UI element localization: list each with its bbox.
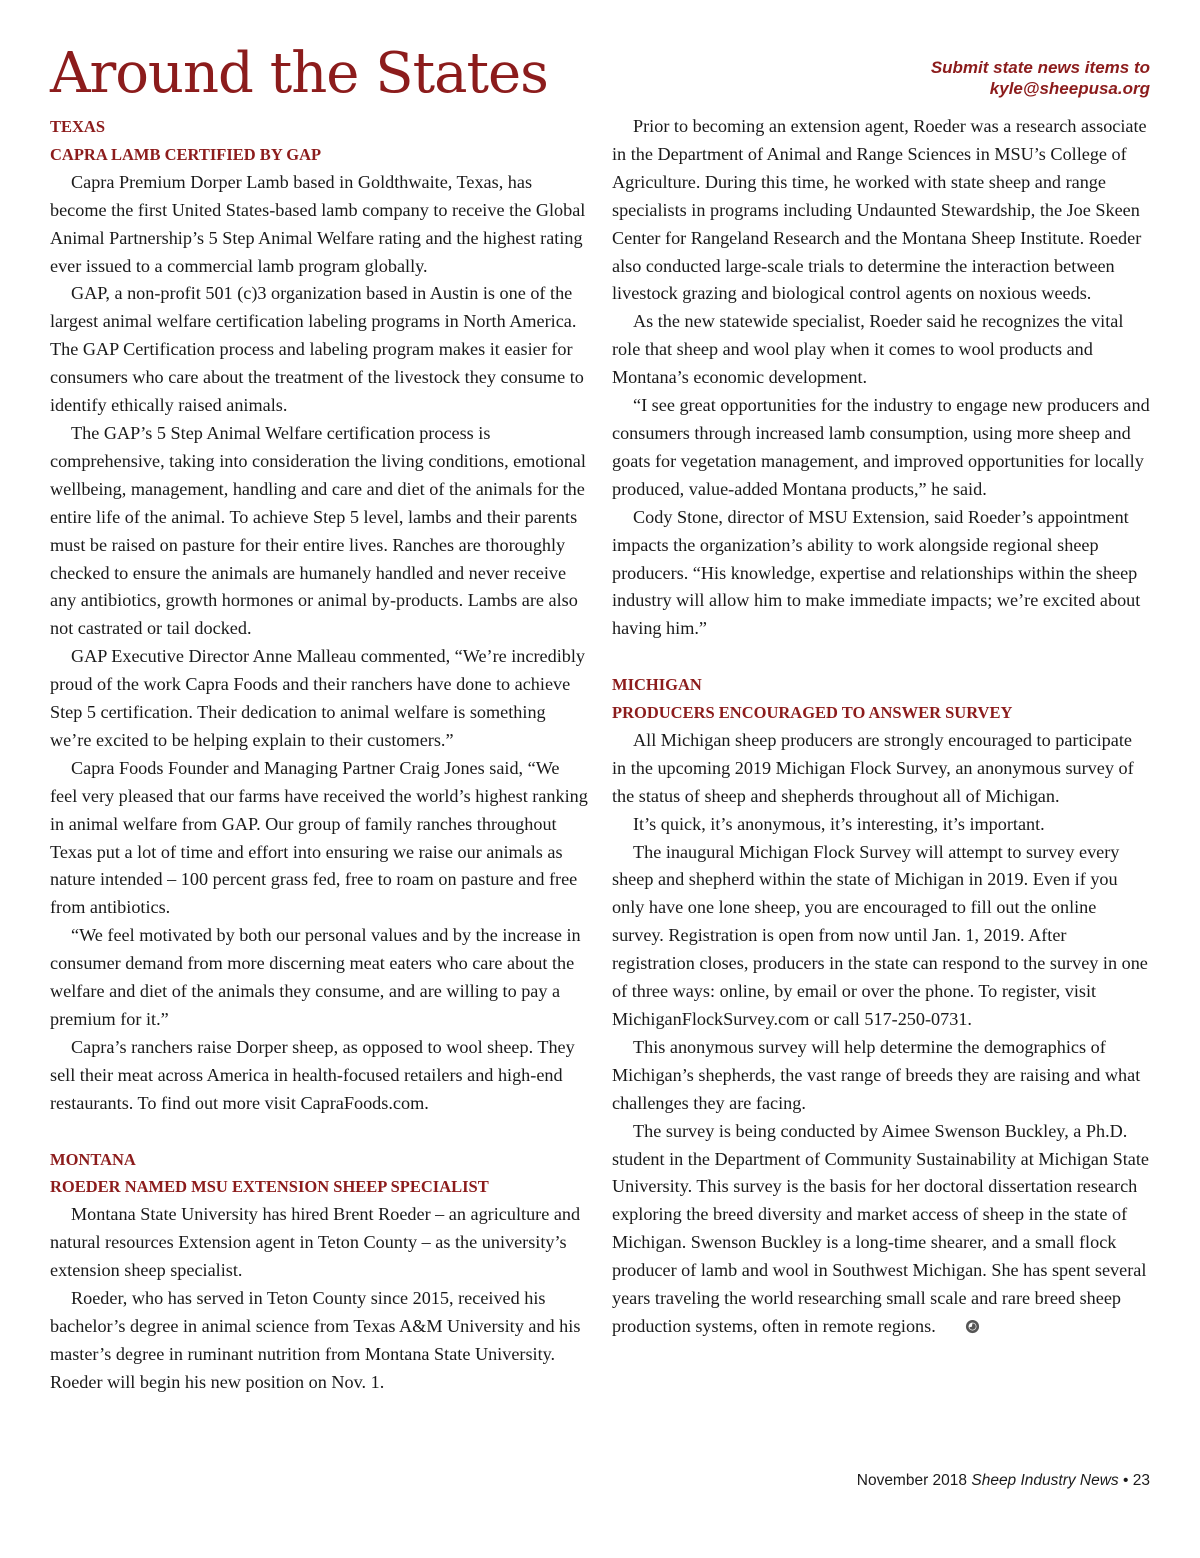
article-paragraph: “I see great opportunities for the industry to engage new producers and consumers through increased lamb consumption, using more sheep and goats for vegetation management, and improved opportunities for locally produced, value-added Montana products,” he said.	[612, 395, 1150, 499]
article-paragraph: This anonymous survey will help determine the demographics of Michigan’s shepherds, the vast range of breeds they are raising and what challenges they are facing.	[612, 1036, 1141, 1113]
article-paragraph: The inaugural Michigan Flock Survey will attempt to survey every sheep and shepherd within the state of Michigan in 2019. Even if you only have one lone sheep, you are encouraged to fill out the online survey. Registration is open from now until Jan. 1, 2019. After registration closes, producers in the state can respond to the survey in one of three ways: online, by email or over the phone. To register, visit MichiganFlockSurvey.com or call 517-250-0731.	[612, 841, 1148, 1029]
sheep-logo-icon	[944, 1315, 959, 1330]
article-paragraph: It’s quick, it’s anonymous, it’s interesting, it’s important.	[633, 813, 1045, 834]
article-text: The survey is being conducted by Aimee Swenson Buckley, a Ph.D. student in the Department of Community Sustainability at Michigan State University. This survey is the basis for her doctoral dissertation research exploring the breed diversity and market access of sheep in the state of Michigan. Swenson Buckley is a long-time shearer, and a small flock producer of lamb and wool in Southwest Michigan. She has spent several years traveling the world researching small scale and rare breed sheep production systems, often in remote regions.	[612, 1120, 1149, 1336]
page-footer	[857, 1471, 1150, 1491]
left-column	[50, 113, 588, 1397]
headline-montana: ROEDER NAMED MSU EXTENSION SHEEP SPECIALIST	[50, 1177, 489, 1197]
page-title: Around the States	[50, 41, 548, 106]
article-paragraph-final	[612, 1118, 1150, 1341]
footer-publication: Sheep Industry News	[971, 1472, 1119, 1489]
right-column	[612, 113, 1150, 1341]
submit-line: Submit state news items to	[930, 58, 1150, 77]
section-spacer	[612, 643, 1150, 671]
footer-date: November 2018	[856, 1472, 968, 1489]
section-state-michigan: MICHIGAN	[612, 675, 702, 695]
article-paragraph: Capra’s ranchers raise Dorper sheep, as opposed to wool sheep. They sell their meat across America in health-focused retailers and high-end restaurants. To find out more visit CapraFoods.com.	[50, 1036, 575, 1113]
section-state-montana: MONTANA	[50, 1149, 136, 1169]
article-paragraph: As the new statewide specialist, Roeder said he recognizes the vital role that sheep and wool play when it comes to wool products and Montana’s economic development.	[612, 311, 1124, 388]
footer-separator: •	[1123, 1472, 1129, 1489]
submit-email-link[interactable]: kyle@sheepusa.org	[989, 79, 1150, 98]
article-paragraph: “We feel motivated by both our personal values and by the increase in consumer demand from more discerning meat eaters who care about the welfare and diet of the animals they consume, and are willing to pay a premium for it.”	[50, 925, 581, 1029]
headline-texas: CAPRA LAMB CERTIFIED BY GAP	[50, 144, 322, 164]
article-paragraph: Cody Stone, director of MSU Extension, said Roeder’s appointment impacts the organization’s ability to work alongside regional sheep producers. “His knowledge, expertise and relationships within the sheep industry will allow him to make immediate impacts; we’re excited about having him.”	[612, 506, 1141, 639]
submit-notice	[931, 57, 1150, 99]
article-paragraph: Prior to becoming an extension agent, Roeder was a research associate in the Department of Animal and Range Sciences in MSU’s College of Agriculture. During this time, he worked with state sheep and range specialists in programs including Undaunted Stewardship, the Joe Skeen Center for Rangeland Research and the Montana Sheep Institute. Roeder also conducted large-scale trials to determine the interaction between livestock grazing and biological control agents on noxious weeds.	[612, 116, 1147, 304]
article-paragraph: Montana State University has hired Brent Roeder – an agriculture and natural resources Extension agent in Teton County – as the university’s extension sheep specialist.	[50, 1204, 581, 1281]
page-number: 23	[1132, 1472, 1150, 1489]
headline-michigan: PRODUCERS ENCOURAGED TO ANSWER SURVEY	[612, 703, 1013, 723]
article-paragraph: Capra Foods Founder and Managing Partner Craig Jones said, “We feel very pleased that our farms have received the world’s highest ranking in animal welfare from GAP. Our group of family ranches throughout Texas put a lot of time and effort into ensuring we raise our animals as nature intended – 100 percent grass fed, free to roam on pasture and free from antibiotics.	[50, 757, 588, 918]
article-paragraph: GAP, a non-profit 501 (c)3 organization based in Austin is one of the largest animal welfare certification labeling programs in North America. The GAP Certification process and labeling program makes it easier for consumers who care about the treatment of the livestock they consume to identify ethically raised animals.	[50, 283, 584, 416]
article-paragraph: The GAP’s 5 Step Animal Welfare certification process is comprehensive, taking into consideration the living conditions, emotional wellbeing, management, handling and care and diet of the animals for the entire life of the animal. To achieve Step 5 level, lambs and their parents must be raised on pasture for their entire lives. Ranches are thoroughly checked to ensure the animals are humanely handled and never receive any antibiotics, growth hormones or animal by-products. Lambs are also not castrated or tail docked.	[50, 422, 586, 639]
article-paragraph: All Michigan sheep producers are strongly encouraged to participate in the upcoming 2019 Michigan Flock Survey, an anonymous survey of the status of sheep and shepherds throughout all of Michigan.	[612, 729, 1134, 806]
section-spacer	[50, 1118, 588, 1146]
article-paragraph: Roeder, who has served in Teton County since 2015, received his bachelor’s degree in animal science from Texas A&M University and his master’s degree in ruminant nutrition from Montana State University. Roeder will begin his new position on Nov. 1.	[50, 1288, 581, 1392]
article-paragraph: Capra Premium Dorper Lamb based in Goldthwaite, Texas, has become the first United States-based lamb company to receive the Global Animal Partnership’s 5 Step Animal Welfare rating and the highest rating ever issued to a commercial lamb program globally.	[50, 171, 586, 276]
article-paragraph: GAP Executive Director Anne Malleau commented, “We’re incredibly proud of the work Capra Foods and their ranchers have done to achieve Step 5 certification. Their dedication to animal welfare is something we’re excited to be helping explain to their customers.”	[50, 646, 585, 750]
section-state-texas: TEXAS	[50, 117, 106, 136]
